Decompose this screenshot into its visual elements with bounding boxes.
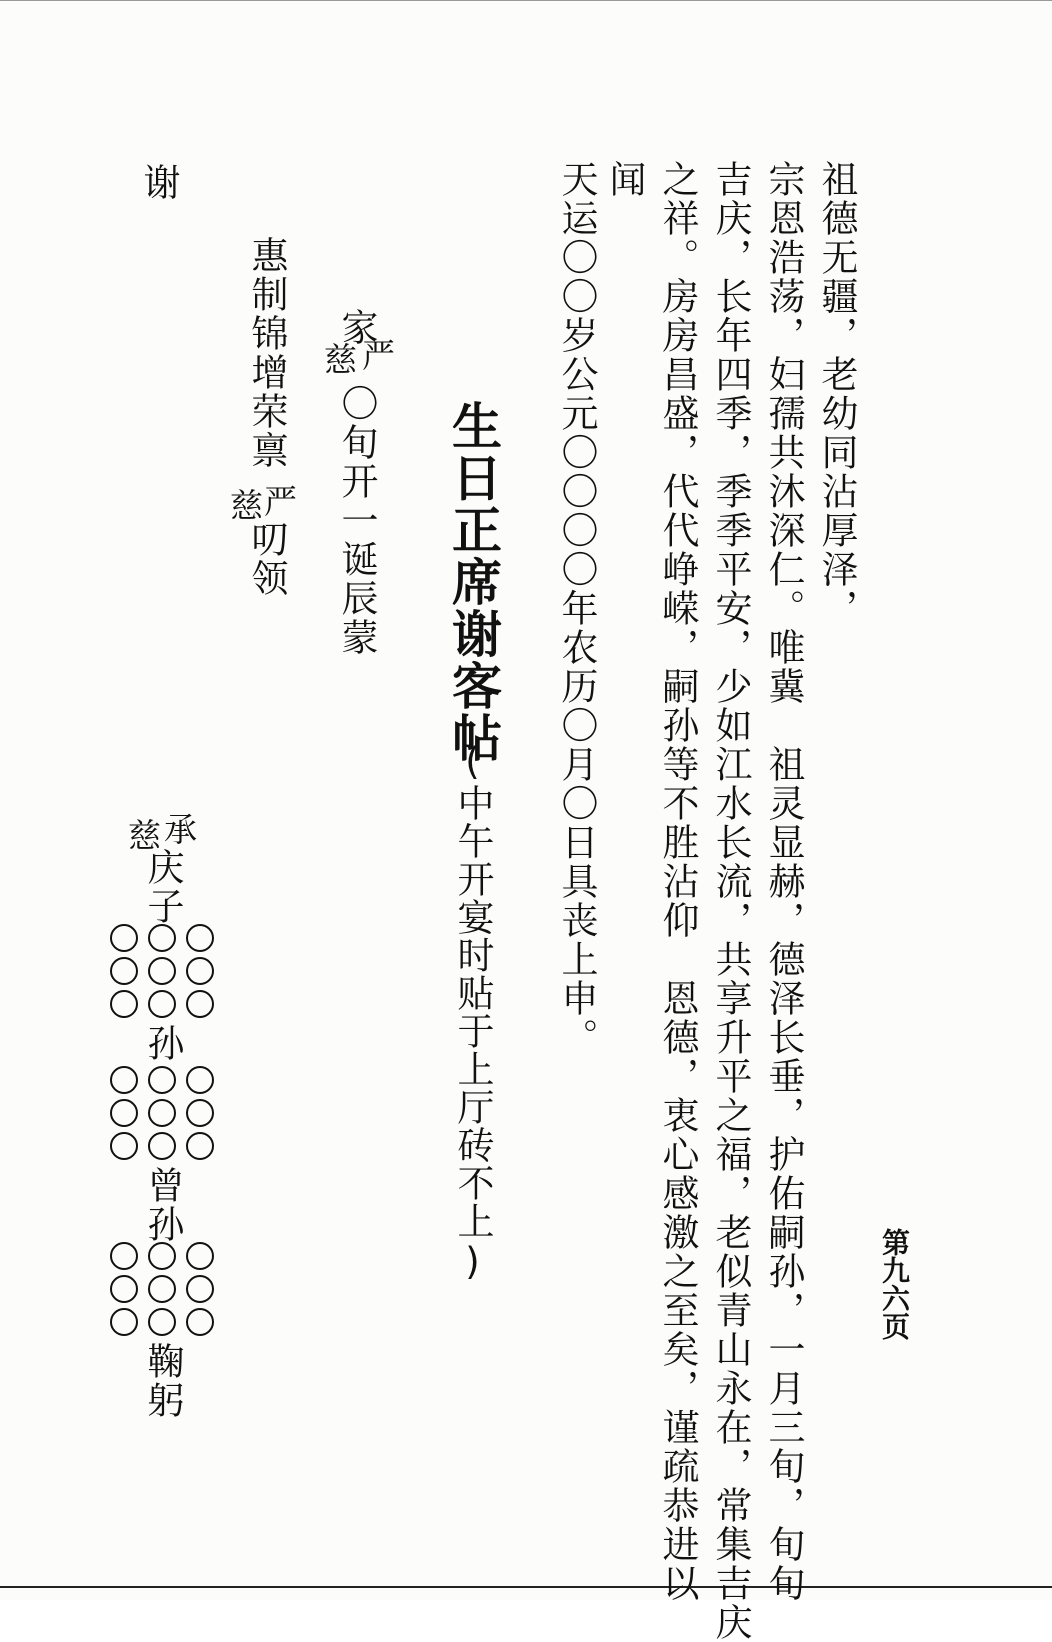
document-title: 生日正席谢客帖 xyxy=(444,400,502,764)
name-placeholder-circle xyxy=(110,957,138,985)
invitation-yan-2: 严 xyxy=(259,484,298,517)
body-column-2: 宗恩浩荡，妇孺共沐深仁。唯冀 祖灵显赫，德泽长垂，护佑嗣孙，一月三旬，旬旬 xyxy=(762,160,805,1603)
name-placeholder-circle xyxy=(186,1308,214,1336)
name-placeholder-circle xyxy=(186,957,214,985)
document-subtitle: (中午开宴时贴于上厅砖不上) xyxy=(451,740,494,1284)
name-placeholder-circle xyxy=(186,1132,214,1160)
name-placeholder-circle xyxy=(110,1308,138,1336)
page-number: 第九六页 xyxy=(878,1228,911,1340)
name-placeholder-circle xyxy=(148,1308,176,1336)
child-names-placeholder-grid xyxy=(108,922,218,1021)
invitation-xie: 谢 xyxy=(137,163,180,202)
invitation-ci-2: 慈 xyxy=(225,488,264,521)
name-placeholder-circle xyxy=(110,1242,138,1270)
name-placeholder-circle xyxy=(148,1132,176,1160)
name-placeholder-circle xyxy=(186,990,214,1018)
name-placeholder-circle xyxy=(148,1066,176,1094)
name-placeholder-circle xyxy=(110,990,138,1018)
name-placeholder-circle xyxy=(110,1275,138,1303)
grandchild-names-placeholder-grid xyxy=(108,1064,218,1163)
great-grandchild-names-placeholder-grid xyxy=(108,1240,218,1339)
signature-ju-gong: 鞠躬 xyxy=(141,1342,184,1420)
name-placeholder-circle xyxy=(148,957,176,985)
name-placeholder-circle xyxy=(110,924,138,952)
name-placeholder-circle xyxy=(110,1099,138,1127)
signature-cheng: 承 xyxy=(159,812,198,845)
invitation-line-1: 〇旬开一诞辰蒙 xyxy=(335,384,378,657)
invitation-jia: 家 xyxy=(335,308,378,347)
name-placeholder-circle xyxy=(186,924,214,952)
name-placeholder-circle xyxy=(148,924,176,952)
name-placeholder-circle xyxy=(186,1066,214,1094)
name-placeholder-circle xyxy=(186,1242,214,1270)
name-placeholder-circle xyxy=(148,1275,176,1303)
signature-ci: 慈 xyxy=(123,818,162,851)
body-column-3: 吉庆，长年四季，季季平安，少如江水长流，共享升平之福，老似青山永在，常集吉庆 xyxy=(709,160,752,1642)
body-column-6-date: 天运〇〇岁公元〇〇〇〇年农历〇月〇日具丧上申。 xyxy=(555,160,598,1057)
signature-qing-zi: 庆子 xyxy=(141,848,184,926)
name-placeholder-circle xyxy=(186,1275,214,1303)
signature-sun: 孙 xyxy=(141,1024,184,1063)
name-placeholder-circle xyxy=(110,1066,138,1094)
invitation-line-2: 惠制锦增荣禀 xyxy=(245,236,288,470)
invitation-yan-1: 严 xyxy=(357,338,396,371)
invitation-ci-1: 慈 xyxy=(319,342,358,375)
body-column-5: 闻 xyxy=(603,160,646,199)
scan-edge-top xyxy=(0,0,1052,1)
name-placeholder-circle xyxy=(186,1099,214,1127)
name-placeholder-circle xyxy=(148,990,176,1018)
scan-edge-bottom xyxy=(0,1586,1052,1588)
name-placeholder-circle xyxy=(148,1242,176,1270)
body-column-4: 之祥。房房昌盛，代代峥嵘，嗣孙等不胜沾仰 恩德，衷心感激之至矣，谨疏恭进以 xyxy=(656,160,699,1603)
name-placeholder-circle xyxy=(110,1132,138,1160)
invitation-line-2-end: 叨领 xyxy=(245,520,288,598)
signature-ceng-sun: 曾孙 xyxy=(141,1166,184,1244)
name-placeholder-circle xyxy=(148,1099,176,1127)
body-column-1: 祖德无疆，老幼同沾厚泽， xyxy=(815,160,858,628)
